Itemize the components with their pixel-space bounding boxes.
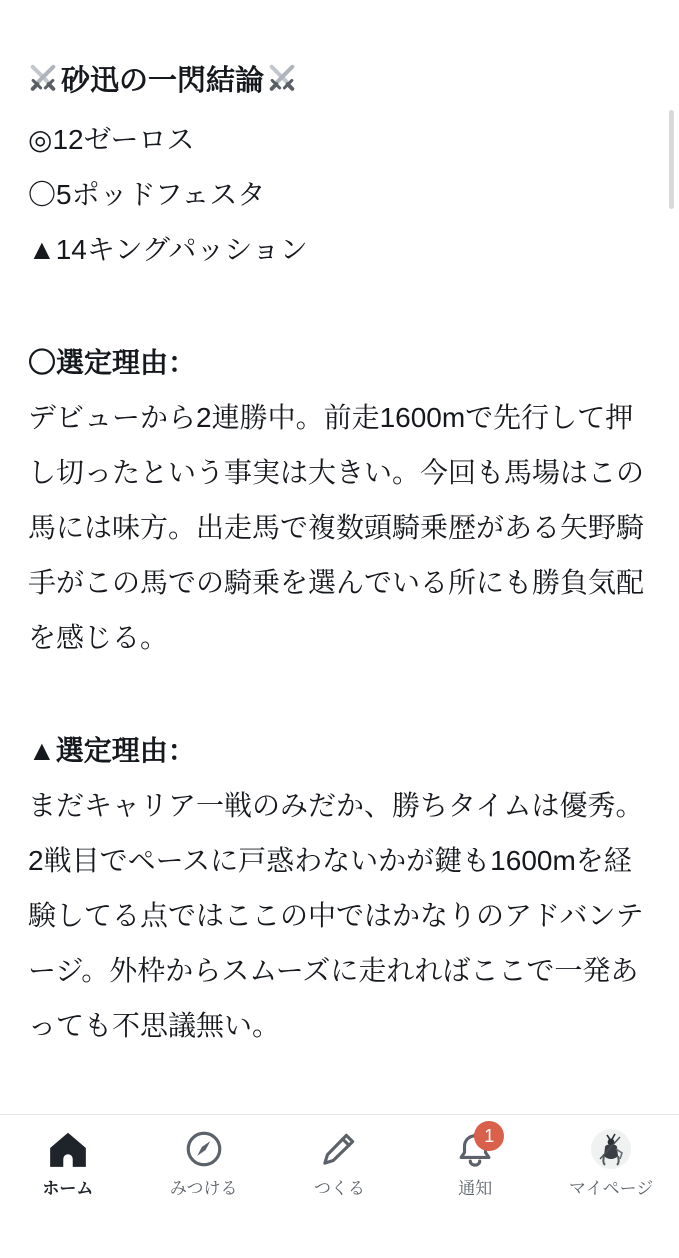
avatar-image xyxy=(591,1129,631,1169)
nav-label-discover: みつける xyxy=(169,1179,238,1198)
pick-list xyxy=(28,112,651,277)
nav-item-create[interactable] xyxy=(272,1115,408,1199)
pick-horse-name: ゼーロス xyxy=(83,124,195,155)
compass-icon xyxy=(183,1128,225,1170)
home-icon xyxy=(47,1128,89,1170)
section-body: まだキャリア一戦のみだか、勝ちタイムは優秀。2戦目でペースに戸惑わないかが鍵も1600mを経験してる点ではここの中ではかなりのアドバンテージ。外枠からスムーズに走れればここで一発あっても不思議無い。 xyxy=(28,790,644,1041)
bell-icon xyxy=(454,1125,496,1170)
nav-label-home: ホーム xyxy=(42,1179,94,1198)
scrollbar-thumb[interactable] xyxy=(669,110,674,209)
section-heading: ▲選定理由： xyxy=(28,735,196,766)
pick-line-taikou xyxy=(28,167,651,222)
pencil-icon xyxy=(318,1128,360,1170)
post-title xyxy=(28,58,651,99)
nav-label-notifications-create: つくる xyxy=(313,1179,365,1198)
nav-item-home[interactable] xyxy=(0,1115,136,1199)
pick-number: 12 xyxy=(52,124,84,155)
pick-mark: 〇 xyxy=(28,179,57,210)
notification-badge: 1 xyxy=(474,1121,504,1151)
pick-mark: ▲ xyxy=(28,234,56,265)
nav-label-notifications: 通知 xyxy=(458,1179,493,1198)
section-reason-tanana xyxy=(28,723,651,1053)
nav-item-mypage[interactable] xyxy=(543,1115,679,1199)
pick-horse-name: ポッドフェスタ xyxy=(71,179,266,210)
post-title-text: 砂迅の一閃結論 xyxy=(61,65,265,97)
nav-label-mypage: マイページ xyxy=(568,1179,654,1198)
post-content xyxy=(0,58,679,1053)
crossed-swords-icon xyxy=(28,64,58,94)
nav-item-discover[interactable] xyxy=(136,1115,272,1199)
crossed-swords-icon xyxy=(267,64,297,94)
section-body: デビューから2連勝中。前走1600mで先行して押し切ったという事実は大きい。今回も馬場はこの馬には味方。出走馬で複数頭騎乗歴がある矢野騎手がこの馬での騎乗を選んでいる所にも勝負気配を感じる。 xyxy=(28,402,645,653)
pick-number: 5 xyxy=(56,179,72,210)
pick-line-honmei xyxy=(28,112,651,167)
nav-item-notifications[interactable] xyxy=(407,1115,543,1199)
pick-number: 14 xyxy=(55,234,87,265)
pick-mark: ◎ xyxy=(28,124,53,155)
section-heading: 〇選定理由： xyxy=(28,347,197,378)
pick-line-tanana xyxy=(28,222,651,277)
section-reason-taikou xyxy=(28,335,651,665)
avatar xyxy=(591,1128,631,1170)
pick-horse-name: キングパッション xyxy=(86,234,308,265)
bottom-nav-bar xyxy=(0,1114,679,1258)
